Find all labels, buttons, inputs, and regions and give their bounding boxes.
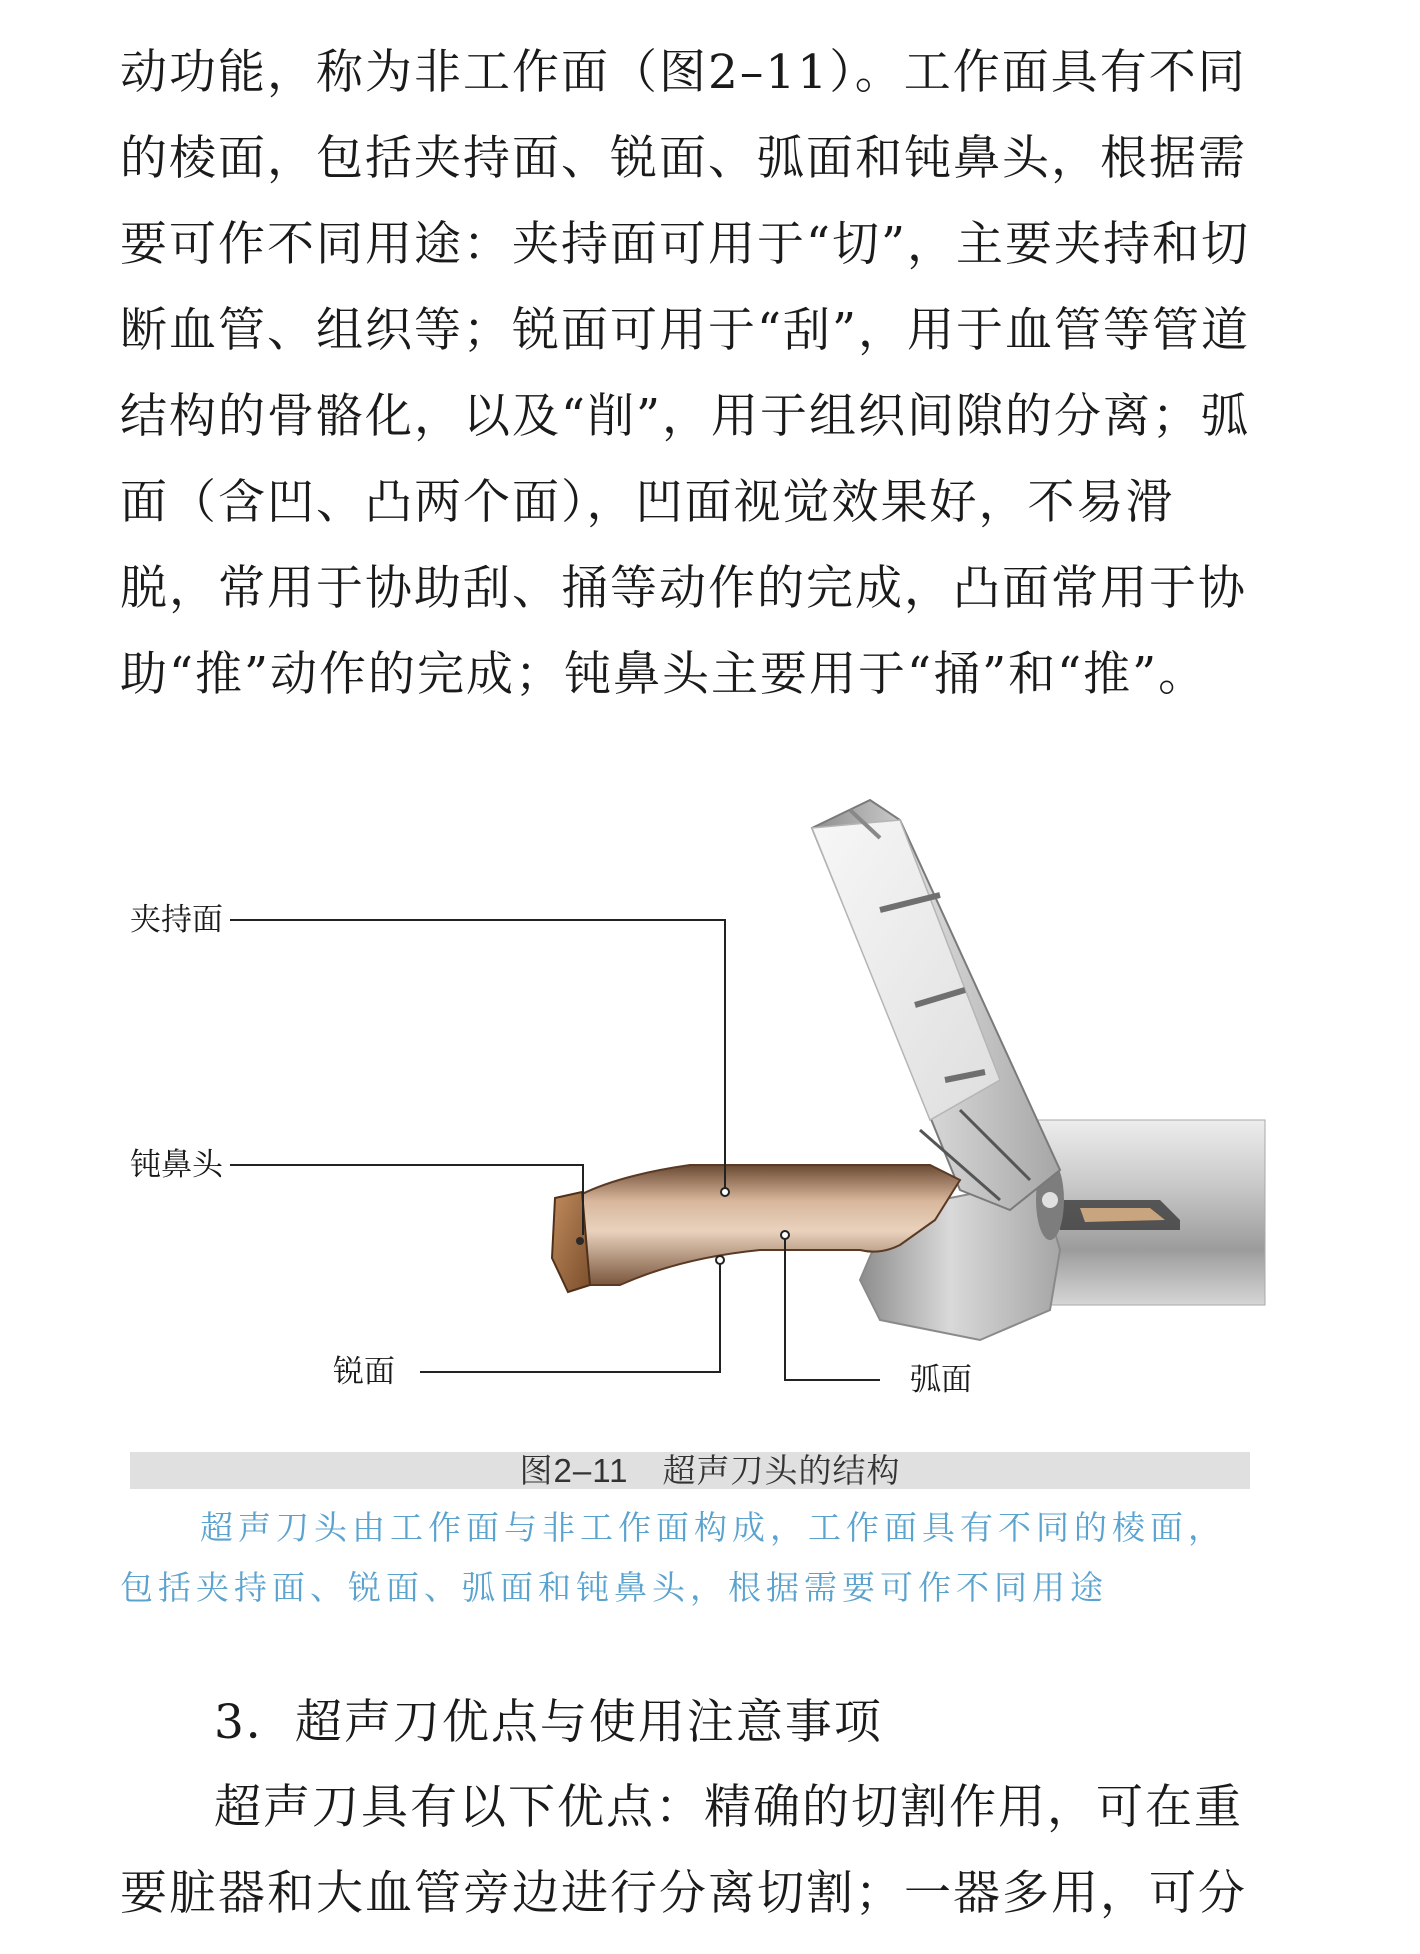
label-arc-face: 弧面 xyxy=(910,1362,972,1397)
leader-lines xyxy=(230,920,880,1380)
body-paragraph-top: 动功能，称为非工作面（图2–11）。工作面具有不同的棱面，包括夹持面、锐面、弧面和钝鼻头，根据需要可作不同用途：夹持面可用于“切”，主要夹持和切断血管、组织等；锐面可用于“刮”，用于血管等管道结构的骨骼化，以及“削”，用于组织间隙的分离；弧面（含凹、凸两个面），凹面视觉效果好，不易滑脱，常用于协助刮、捅等动作的完成，凸面常用于协助“推”动作的完成；钝鼻头主要用于“捅”和“推”。 xyxy=(120,45,1251,702)
label-clamp-face: 夹持面 xyxy=(130,902,223,937)
figure-caption-title: 图2–11 超声刀头的结构 xyxy=(519,1452,901,1489)
leader-blunt-nose xyxy=(230,1165,583,1235)
label-sharp-face: 锐面 xyxy=(333,1354,395,1389)
figure-ultrasonic-blade xyxy=(0,780,1420,1460)
leader-arc-face xyxy=(785,1235,880,1380)
ultrasonic-blade-illustration xyxy=(0,780,1420,1460)
clamp-arm xyxy=(812,800,1060,1210)
leader-clamp-face xyxy=(230,920,725,1192)
figure-caption-description: 超声刀头由工作面与非工作面构成，工作面具有不同的棱面，包括夹持面、锐面、弧面和钝鼻头，根据需要可作不同用途 xyxy=(120,1508,1226,1607)
section-heading: 3．超声刀优点与使用注意事项 xyxy=(214,1695,883,1750)
body-paragraph-bottom: 超声刀具有以下优点：精确的切割作用，可在重要脏器和大血管旁边进行分离切割；一器多用，可分 xyxy=(120,1780,1247,1921)
instrument-shaft xyxy=(1035,1120,1265,1305)
label-blunt-nose: 钝鼻头 xyxy=(130,1147,223,1182)
